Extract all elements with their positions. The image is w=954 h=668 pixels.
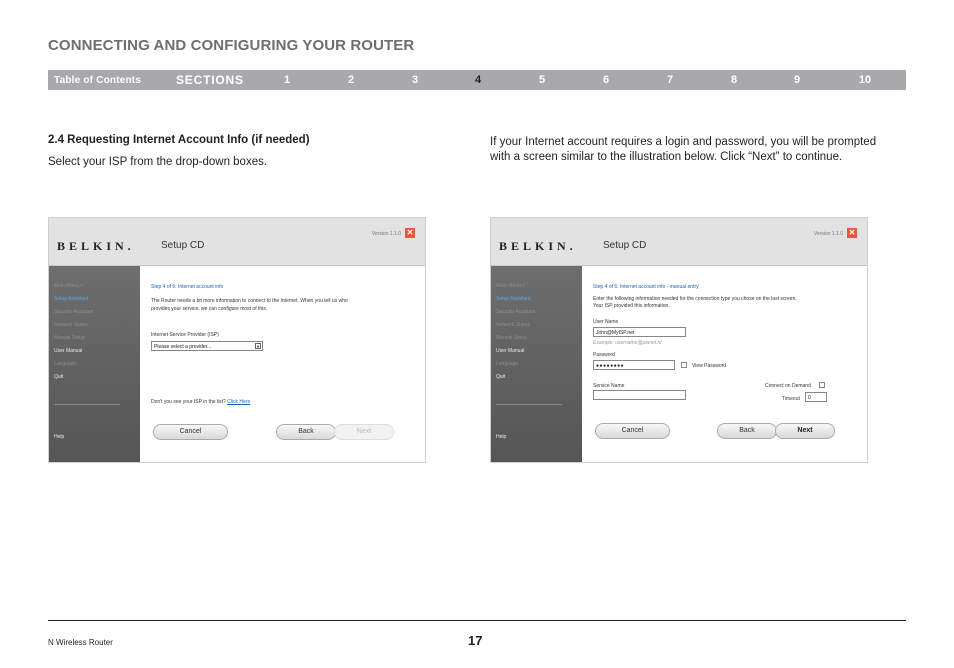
right-body-text: If your Internet account requires a login and password, you will be prompted with a screen similar to the illustration below. Click “Next” to continue. xyxy=(490,136,877,163)
intro-text-line-1: Enter the following information needed for the connection type you chose on the last screen. xyxy=(593,296,797,302)
sidebar-divider xyxy=(496,404,562,405)
section-link-1[interactable]: 1 xyxy=(283,74,291,86)
sidebar-divider xyxy=(54,404,120,405)
timeout-label: Timeout xyxy=(782,396,800,402)
screenshot-sidebar xyxy=(491,266,582,463)
version-label: Version 1.1.0 xyxy=(813,231,843,237)
footer-product-name: N Wireless Router xyxy=(48,638,113,647)
screenshot-content xyxy=(140,266,426,463)
sections-label: SECTIONS xyxy=(176,73,244,87)
footer-divider xyxy=(48,620,906,621)
menu-item-help[interactable]: Help xyxy=(496,434,507,440)
section-heading: 2.4 Requesting Internet Account Info (if needed) xyxy=(48,134,310,146)
menu-item-main-menu[interactable]: Main Menu > xyxy=(54,283,84,289)
section-link-8[interactable]: 8 xyxy=(730,74,738,86)
menu-item-user-manual[interactable]: User Manual xyxy=(54,348,83,354)
username-input[interactable]: John@MyISP.net xyxy=(593,327,686,337)
timeout-input[interactable]: 0 xyxy=(805,392,827,402)
close-icon[interactable]: ✕ xyxy=(406,228,414,237)
menu-item-network-status[interactable]: Network Status xyxy=(54,322,88,328)
isp-select[interactable] xyxy=(151,341,263,351)
menu-item-language[interactable]: Language xyxy=(54,361,77,367)
close-icon[interactable]: ✕ xyxy=(848,228,856,237)
menu-item-quit[interactable]: Quit xyxy=(496,374,506,380)
menu-item-security-assistant[interactable]: Security Assistant xyxy=(496,309,536,315)
section-link-10[interactable]: 10 xyxy=(858,74,872,86)
connect-on-demand-label: Connect on Demand xyxy=(765,383,811,389)
next-button[interactable]: Next xyxy=(775,423,835,439)
section-link-5[interactable]: 5 xyxy=(538,74,546,86)
belkin-logo: BELKIN. xyxy=(57,239,135,253)
password-label: Password xyxy=(593,352,615,358)
service-name-input[interactable] xyxy=(593,390,686,400)
menu-item-network-status[interactable]: Network Status xyxy=(496,322,530,328)
service-name-label: Service Name xyxy=(593,383,625,389)
chevron-down-icon: ▼ xyxy=(256,344,260,349)
menu-item-manual-setup[interactable]: Manual Setup xyxy=(54,335,85,341)
left-body-text: Select your ISP from the drop-down boxes. xyxy=(48,156,268,168)
connect-on-demand-checkbox[interactable] xyxy=(819,382,825,388)
next-button[interactable]: Next xyxy=(334,424,394,440)
password-input[interactable]: ●●●●●●●● xyxy=(593,360,675,370)
isp-help-text xyxy=(151,399,250,405)
table-of-contents-link[interactable]: Table of Contents xyxy=(54,75,142,86)
section-link-9[interactable]: 9 xyxy=(793,74,801,86)
intro-text-line-1: The Router needs a bit more information to connect to the Internet. When you tell us who xyxy=(151,298,348,304)
menu-item-main-menu[interactable]: Main Menu > xyxy=(496,283,526,289)
section-nav xyxy=(48,70,906,90)
belkin-logo: BELKIN. xyxy=(499,239,577,253)
page-number: 17 xyxy=(468,633,483,648)
username-label: User Name xyxy=(593,319,619,325)
app-title: Setup CD xyxy=(603,240,647,251)
isp-select-value: Please select a provider... xyxy=(154,344,212,350)
isp-label: Internet Service Provider (ISP) xyxy=(151,332,219,338)
screenshot-sidebar xyxy=(49,266,140,463)
section-link-6[interactable]: 6 xyxy=(602,74,610,86)
setup-screenshot-manual-entry xyxy=(490,217,868,463)
cancel-button[interactable]: Cancel xyxy=(595,423,670,439)
intro-text-line-2: provides your service, we can configure most of this. xyxy=(151,306,268,312)
view-password-checkbox[interactable] xyxy=(681,362,687,368)
screenshot-content xyxy=(582,266,868,463)
isp-help-question: Don't you see your ISP in the list? xyxy=(151,399,226,405)
screenshot-header xyxy=(491,218,867,266)
version-label: Version 1.1.0 xyxy=(371,231,401,237)
menu-item-quit[interactable]: Quit xyxy=(54,374,64,380)
back-button[interactable]: Back xyxy=(717,423,777,439)
username-example: Example: username@planet.nl xyxy=(593,340,662,346)
menu-item-help[interactable]: Help xyxy=(54,434,65,440)
section-link-2[interactable]: 2 xyxy=(347,74,355,86)
section-link-7[interactable]: 7 xyxy=(666,74,674,86)
step-title: Step 4 of 6: Internet account info xyxy=(151,284,224,290)
app-title: Setup CD xyxy=(161,240,205,251)
screenshot-header xyxy=(49,218,425,266)
back-button[interactable]: Back xyxy=(276,424,336,440)
menu-item-language[interactable]: Language xyxy=(496,361,519,367)
menu-item-manual-setup[interactable]: Manual Setup xyxy=(496,335,527,341)
intro-text-line-2: Your ISP provided this information. xyxy=(593,303,670,309)
cancel-button[interactable]: Cancel xyxy=(153,424,228,440)
section-link-3[interactable]: 3 xyxy=(411,74,419,86)
setup-screenshot-isp-select xyxy=(48,217,426,463)
step-title: Step 4 of 6: Internet account info - manual entry xyxy=(593,284,699,290)
view-password-label: View Password xyxy=(692,363,727,369)
menu-item-setup-assistant[interactable]: Setup Assistant xyxy=(496,296,531,302)
click-here-link[interactable]: Click Here xyxy=(227,399,251,405)
section-link-4[interactable]: 4 xyxy=(474,74,482,86)
menu-item-setup-assistant[interactable]: Setup Assistant xyxy=(54,296,89,302)
menu-item-security-assistant[interactable]: Security Assistant xyxy=(54,309,94,315)
page-title: CONNECTING AND CONFIGURING YOUR ROUTER xyxy=(48,37,415,54)
menu-item-user-manual[interactable]: User Manual xyxy=(496,348,525,354)
